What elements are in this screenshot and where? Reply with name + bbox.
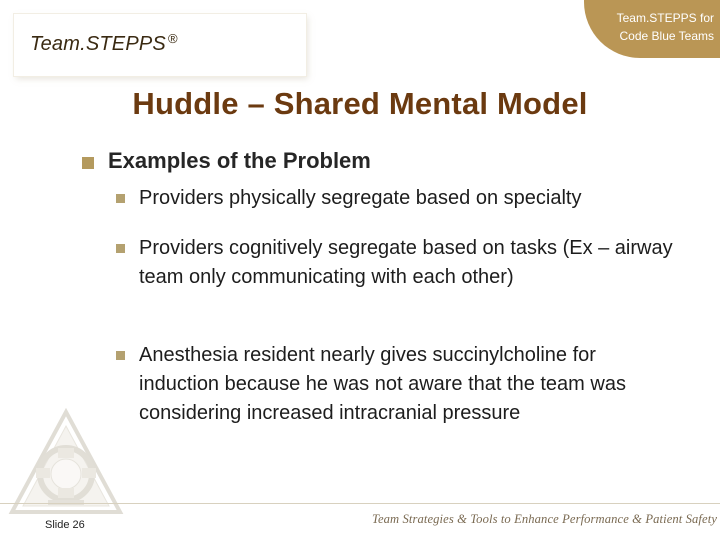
main-bullet bbox=[82, 148, 371, 174]
square-bullet-icon bbox=[82, 157, 94, 169]
square-bullet-icon bbox=[116, 244, 125, 253]
sub-bullet-2 bbox=[116, 234, 676, 292]
corner-badge bbox=[584, 0, 720, 58]
sub-bullet-text: Anesthesia resident nearly gives succinylcholine for induction because he was not aware that the team was considering increased intracranial pressure bbox=[139, 344, 626, 424]
sub-bullet-3 bbox=[116, 341, 656, 428]
sub-bullet-text: Providers cognitively segregate based on tasks (Ex – airway team only communicating with each other) bbox=[139, 237, 673, 288]
slide-number: Slide 26 bbox=[45, 519, 85, 531]
registered-mark: ® bbox=[167, 31, 178, 46]
main-bullet-text: Examples of the Problem bbox=[108, 148, 371, 173]
corner-line-1: Team.STEPPS for bbox=[616, 11, 714, 25]
slide-title: Huddle – Shared Mental Model bbox=[132, 86, 588, 121]
footer-divider bbox=[0, 503, 720, 504]
square-bullet-icon bbox=[116, 351, 125, 360]
brand-logo-text bbox=[30, 31, 178, 56]
footer-tagline: Team Strategies & Tools to Enhance Performance & Patient Safety bbox=[372, 512, 718, 526]
brand-name: Team.STEPPS bbox=[30, 33, 166, 55]
square-bullet-icon bbox=[116, 194, 125, 203]
teamstepps-triangle-logo-icon bbox=[8, 408, 124, 518]
sub-bullet-1 bbox=[116, 184, 696, 213]
corner-badge-text bbox=[589, 9, 714, 45]
corner-line-2: Code Blue Teams bbox=[619, 29, 714, 43]
sub-bullet-text: Providers physically segregate based on specialty bbox=[139, 187, 582, 209]
